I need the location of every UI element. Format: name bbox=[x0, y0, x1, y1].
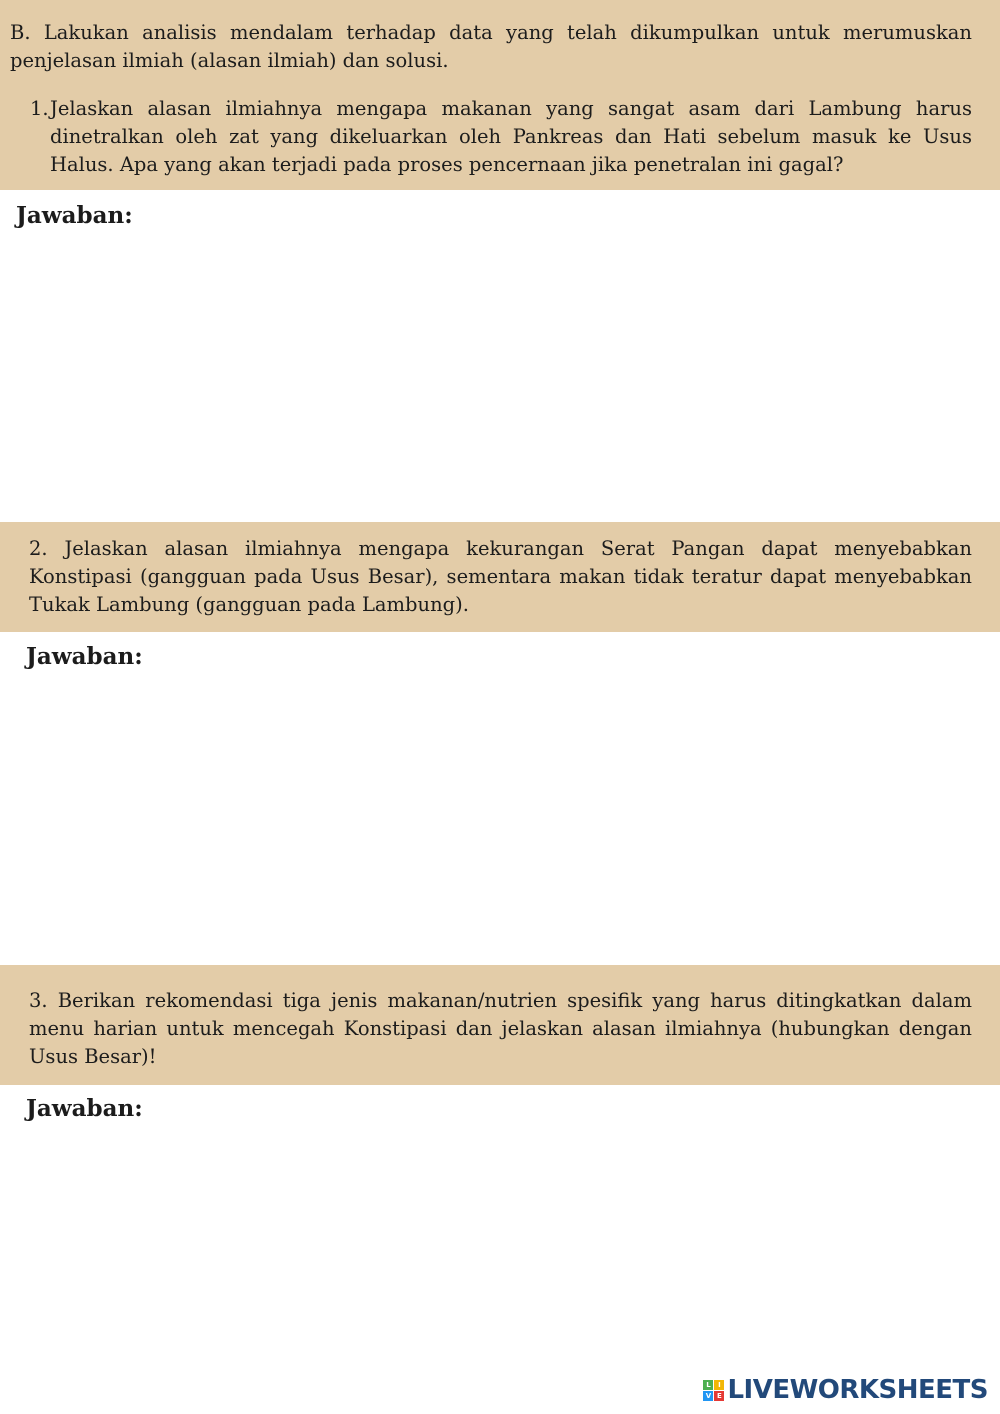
answer-3-label: Jawaban: bbox=[26, 1095, 143, 1122]
question-1-text: Jelaskan alasan ilmiahnya mengapa makanan yang sangat asam dari Lambung harus dinetralkan oleh zat yang dikeluarkan oleh Pankreas dan Hati sebelum masuk ke Usus Halus. Apa yang akan terjadi pada proses pencernaan jika penetralan ini gagal? bbox=[50, 97, 972, 176]
liveworksheets-logo bbox=[703, 1374, 988, 1406]
answer-1-label: Jawaban: bbox=[16, 202, 133, 229]
logo-square-e: E bbox=[714, 1391, 724, 1401]
question-1-number: 1. bbox=[30, 97, 49, 120]
liveworksheets-logo-icon bbox=[703, 1380, 724, 1401]
answer-1-field[interactable] bbox=[16, 240, 980, 514]
logo-square-l: L bbox=[703, 1380, 713, 1390]
question-3-band bbox=[0, 965, 1000, 1085]
answer-2-field[interactable] bbox=[26, 680, 980, 954]
question-2-text: 2. Jelaskan alasan ilmiahnya mengapa kekurangan Serat Pangan dapat menyebabkan Konstipasi (gangguan pada Usus Besar), sementara makan tidak teratur dapat menyebabkan Tukak Lambung (gangguan pada Lambung). bbox=[29, 537, 972, 616]
question-1-band bbox=[0, 0, 1000, 190]
question-2-band bbox=[0, 522, 1000, 632]
logo-square-v: V bbox=[703, 1391, 713, 1401]
liveworksheets-brand: LIVEWORKSHEETS bbox=[727, 1375, 988, 1405]
question-3-text: 3. Berikan rekomendasi tiga jenis makanan/nutrien spesifik yang harus ditingkatkan dalam menu harian untuk mencegah Konstipasi dan jelaskan alasan ilmiahnya (hubungkan dengan Usus Besar)! bbox=[29, 989, 972, 1068]
logo-square-i: I bbox=[714, 1380, 724, 1390]
answer-3-field[interactable] bbox=[26, 1133, 980, 1367]
answer-2-label: Jawaban: bbox=[26, 643, 143, 670]
section-intro: B. Lakukan analisis mendalam terhadap data yang telah dikumpulkan untuk merumuskan penjelasan ilmiah (alasan ilmiah) dan solusi. bbox=[10, 21, 972, 72]
